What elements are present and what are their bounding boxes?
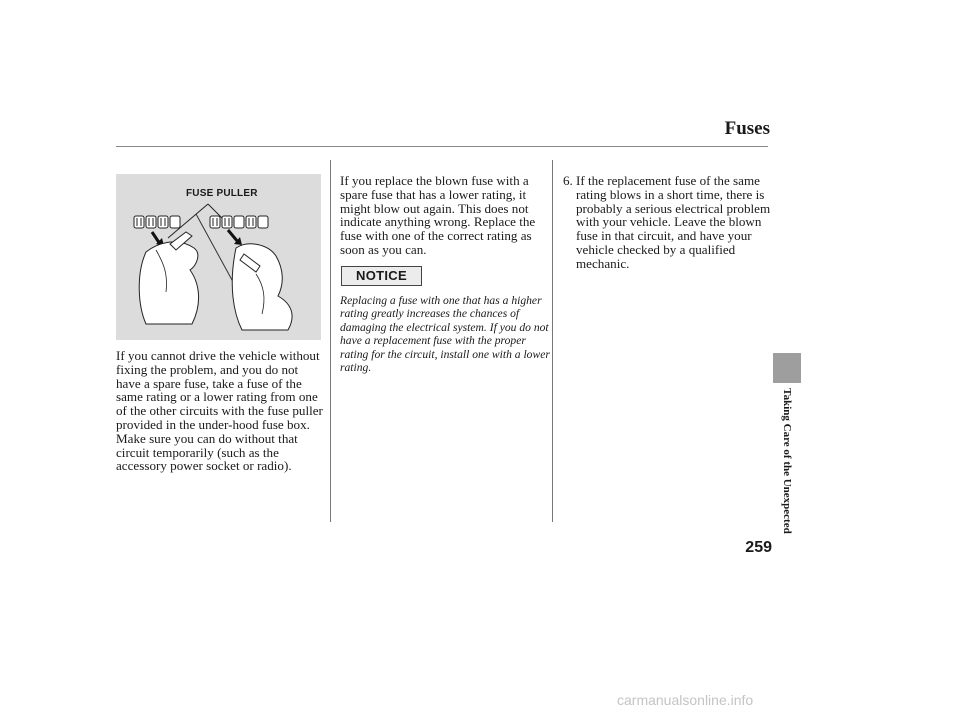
page-number: 259 (745, 539, 772, 556)
section-title: Fuses (724, 118, 770, 139)
chapter-title (774, 388, 800, 533)
step-text: If the replacement fuse of the same rating blows in a short time, there is probably a serious electrical problem with your vehicle. Leave the blown fuse in that circuit, and have your vehicle checked by a qualified mechanic. (576, 173, 771, 271)
notice-text: Replacing a fuse with one that has a higher rating greatly increases the chances of damaging the electrical system. If you do not have a replacement fuse with the proper rating for the circuit, install one with a lower rating. (340, 294, 550, 375)
chapter-title-text: Taking Care of the Unexpected (781, 387, 793, 534)
header-rule (116, 146, 768, 147)
paragraph-spare-fuse: If you cannot drive the vehicle without fixing the problem, and you do not have a spare fuse, take a fuse of the same rating or a lower rating from one of the other circuits with the fuse puller provided in the under-hood fuse box. Make sure you can do without that circuit temporarily (such as the accessory power socket or radio). (116, 348, 323, 474)
chapter-tab (773, 353, 801, 383)
notice-badge: NOTICE (341, 266, 422, 286)
paragraph-lower-rating: If you replace the blown fuse with a spare fuse that has a lower rating, it might blow out again. This does not indicate anything wrong. Replace the fuse with one of the correct rating as soon as you can. (340, 173, 536, 257)
step-number: 6. (563, 173, 573, 188)
figure-label: FUSE PULLER (186, 188, 258, 199)
column-divider (330, 160, 331, 522)
column-divider (552, 160, 553, 522)
watermark: carmanualsonline.info (617, 692, 754, 708)
